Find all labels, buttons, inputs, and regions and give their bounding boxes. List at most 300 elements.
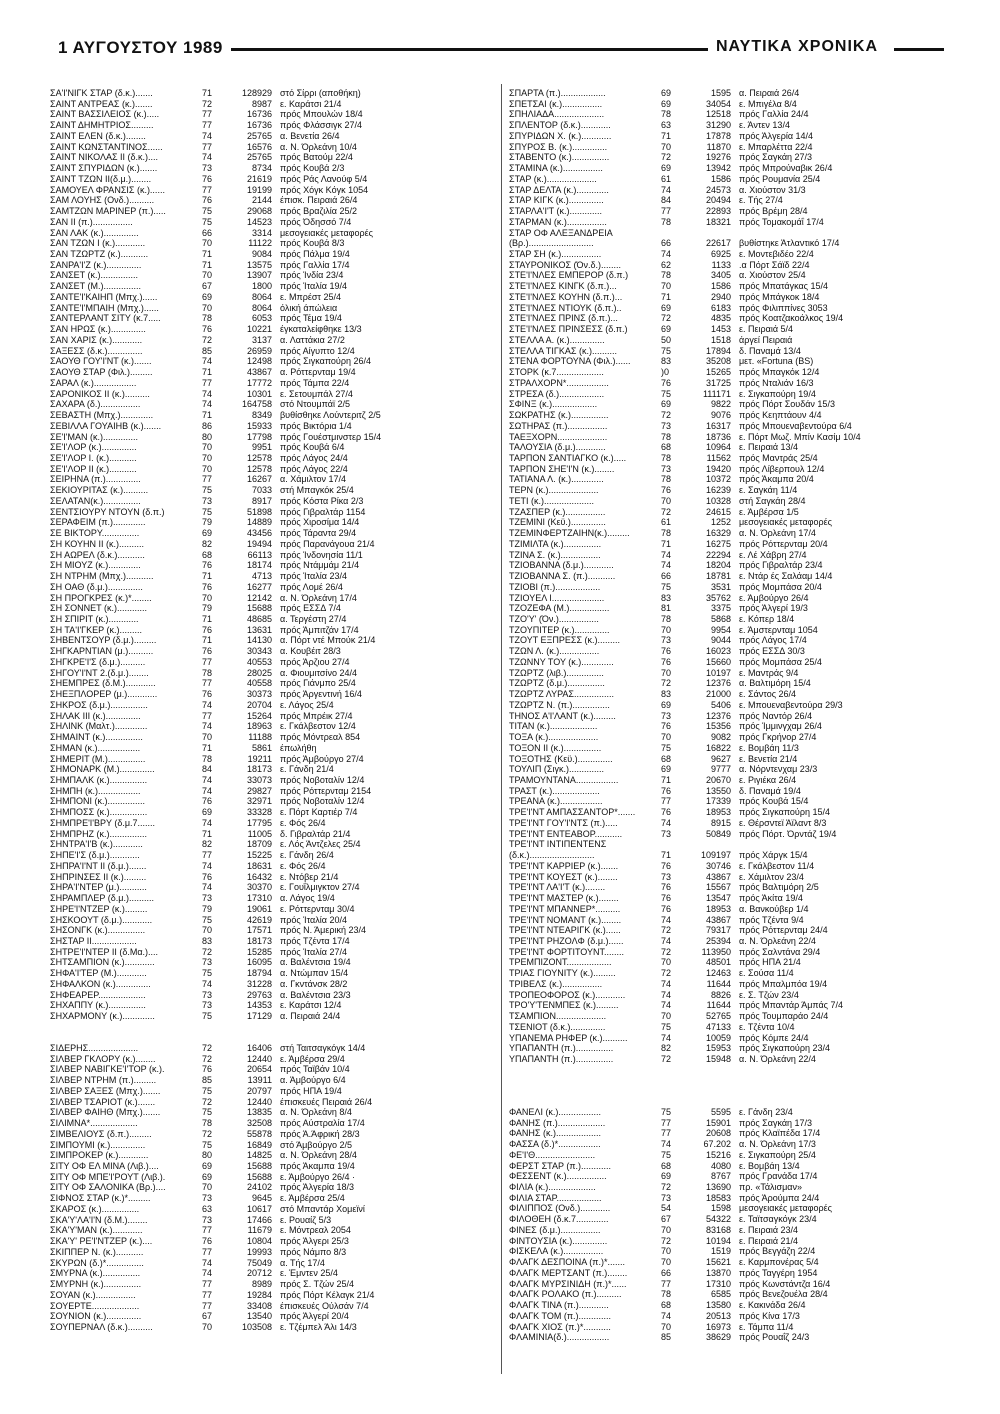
tonnage: 17798 xyxy=(246,431,272,442)
build-year: 69 xyxy=(202,1160,213,1171)
ship-name: ΦΑΝΗΣ (π.)................... xyxy=(509,1117,606,1128)
ship-status: α. Βαλέντσια 23/3 xyxy=(280,989,351,1000)
build-year: 62 xyxy=(661,259,672,270)
ship-entry xyxy=(509,829,953,840)
build-year: 75 xyxy=(661,388,672,399)
tonnage: 10194 xyxy=(705,1235,731,1246)
tonnage: 10221 xyxy=(246,324,272,335)
build-year: 75 xyxy=(202,1139,213,1150)
ship-name: ΣΑΙΝΤ ΔΗΜΗΤΡΙΟΣ......... xyxy=(50,120,154,131)
ship-entry xyxy=(509,861,953,872)
tonnage: 11188 xyxy=(248,732,272,743)
ship-entry xyxy=(50,421,494,432)
ship-status: ε. Λάγος 25/4 xyxy=(280,699,334,710)
build-year: 76 xyxy=(661,893,672,904)
ship-entry xyxy=(50,947,494,958)
build-year: 76 xyxy=(202,195,213,206)
tonnage: 9777 xyxy=(710,764,731,775)
ship-status: στό Σίρρι (αποθήκη) xyxy=(280,88,361,98)
ship-name: ΣΜΥΡΝΑ (κ.)............... xyxy=(50,1268,141,1279)
ship-status: α. Ν. Όρλεάνη 8/4 xyxy=(280,1107,352,1118)
ship-entry xyxy=(50,861,494,872)
ship-status: πρός Ρουμανία 25/4 xyxy=(739,173,821,184)
tonnage: 13580 xyxy=(705,1300,731,1311)
ship-status: α. Ν. Όρλεάνη 17/3 xyxy=(739,1139,816,1150)
ship-entry xyxy=(509,1022,953,1033)
ship-name: ΤΖΙΟΥΕΛ Ι..................... xyxy=(509,592,605,603)
ship-entry xyxy=(509,957,953,968)
tonnage: 103508 xyxy=(241,1321,272,1332)
build-year: 76 xyxy=(202,689,213,700)
ship-name: ΣΠΥΡΙΔΩΝ Χ. (κ.)............ xyxy=(509,130,612,141)
ship-status: ε. Άμβούργο 26/4 · xyxy=(280,1171,355,1182)
build-year: 81 xyxy=(661,603,672,614)
tonnage: 4835 xyxy=(710,313,731,324)
ship-name: ΦΙΛΟΘΕΗ (δ.κ.7............. xyxy=(509,1214,609,1225)
ship-status: πρός Τέμα 19/4 xyxy=(280,313,342,324)
build-year: 69 xyxy=(202,807,213,818)
ship-name: ΣΗΦΑ'Ι'ΤΕΡ (Μ.)............ xyxy=(50,968,147,979)
build-year: 76 xyxy=(661,785,672,796)
ship-name: ΣΠΗΛΙΑΔΑ.................... xyxy=(509,109,605,120)
ship-entry xyxy=(50,646,494,657)
ship-name: ΣΕΡΑΦΕΙΜ (π.)............. xyxy=(50,517,146,528)
ship-name: ΣΗΠΡΙΝΣΕΣ ΙΙ (κ.)......... xyxy=(50,871,147,882)
ship-name: ΣΠΛΕΝΤΟΡ (δ.κ.)............ xyxy=(509,120,611,131)
ship-name: ΣΑΝΤΕΡΛΑΝΤ ΣΙΤΥ (κ.7..... xyxy=(50,313,161,324)
ship-entry xyxy=(50,1086,494,1097)
right-column xyxy=(509,88,953,1343)
ship-status: ε. Φός 26/4 xyxy=(280,860,326,871)
ship-entry xyxy=(509,399,953,410)
ship-status: πρός Τάμπα 22/4 xyxy=(280,377,350,388)
ship-name: ΤΖΟΥΠΙΤΕΡ (κ.).............. xyxy=(509,624,610,635)
tonnage: 13547 xyxy=(705,893,731,904)
ship-name: ΣΙΜΠΟΥΜΙ (κ.).............. xyxy=(50,1139,146,1150)
build-year: 77 xyxy=(202,1225,213,1236)
build-year: 79 xyxy=(202,903,213,914)
ship-entry xyxy=(50,410,494,421)
ship-entry xyxy=(509,292,953,303)
build-year: 74 xyxy=(202,699,213,710)
ship-status: πρός Τζέντα 9/4 xyxy=(739,914,804,925)
ship-entry xyxy=(50,507,494,518)
ship-entry xyxy=(50,174,494,185)
ship-status: στό Μπαντάρ Χομεϊνί xyxy=(280,1203,365,1214)
ship-entry xyxy=(509,571,953,582)
tonnage: 16576 xyxy=(246,141,272,152)
ship-status: στή Μπαγκόκ 25/4 xyxy=(280,485,354,496)
ship-name: ΣΤΑΥΡΟΝΙΚΟΣ (Όν.δ.)........ xyxy=(509,259,622,270)
ship-entry xyxy=(509,507,953,518)
ship-name: ΣΟΥΝΙΟΝ (κ.).............. xyxy=(50,1311,142,1322)
ship-status: ε. Ριγιέκα 26/4 xyxy=(739,775,797,785)
build-year: 77 xyxy=(202,1279,213,1290)
left-block-2 xyxy=(50,1043,494,1333)
ship-status: δ. Παναμά 13/4 xyxy=(739,345,801,356)
ship-name: ΣΤΕΝΑ ΦΟΡΤΟΥΝΑ (Φιλ.)...... xyxy=(509,356,631,367)
tonnage: 43867 xyxy=(246,367,272,378)
ship-status: πρός Ρόττερνταμ 24/4 xyxy=(739,925,828,936)
build-year: 75 xyxy=(661,1149,672,1160)
ship-entry xyxy=(50,539,494,550)
ship-name: ΤΟΞΑ (κ.).................... xyxy=(509,732,599,743)
column-divider xyxy=(501,84,502,1374)
tonnage: 83168 xyxy=(705,1224,731,1235)
build-year: 69 xyxy=(661,163,672,174)
ship-name: ΣΙΔΕΡΗΣ.................... xyxy=(50,1042,139,1053)
ship-name: ΣΗΠΡΑ'Ι'ΝΤ ΙΙ (δ.μ.)....... xyxy=(50,860,147,871)
ship-entry xyxy=(50,389,494,400)
ship-name: ΣΕ'Ι'ΛΟΡ Ι. (κ.)........... xyxy=(50,452,137,463)
ship-entry xyxy=(509,174,953,185)
tonnage: 12376 xyxy=(705,710,731,721)
tonnage: 43867 xyxy=(705,871,731,882)
tonnage: 15660 xyxy=(705,656,731,667)
ship-name: ΣΑΝ ΤΖΩΝ Ι (κ.)............ xyxy=(50,238,146,249)
ship-name: ΤΕΤΙ (κ.).................... xyxy=(509,495,595,506)
build-year: 61 xyxy=(661,173,672,184)
tonnage: 16736 xyxy=(246,109,272,120)
tonnage: 18173 xyxy=(246,936,272,947)
ship-name: ΤΖΟ'Υ' (Όν.)................ xyxy=(509,613,599,624)
ship-entry xyxy=(509,99,953,110)
ship-entry xyxy=(50,324,494,335)
ship-entry xyxy=(50,1279,494,1290)
ship-entry xyxy=(509,88,953,99)
ship-status: πρός Άρζιου 27/4 xyxy=(280,656,350,667)
ship-status: πρός Γρανάδα 17/4 xyxy=(739,1171,818,1182)
ship-name: ΣΙΛΒΕΡ ΝΑΒΙΓΚΕ'Ι'ΤΟΡ (κ.). xyxy=(50,1064,165,1075)
ship-status: πρός Τάραντα 29/4 xyxy=(280,528,357,539)
build-year: 75 xyxy=(661,345,672,356)
tonnage: 3531 xyxy=(710,581,731,592)
tonnage: 13942 xyxy=(705,163,731,174)
build-year: 74 xyxy=(202,775,213,785)
tonnage: 5861 xyxy=(251,742,272,753)
ship-entry xyxy=(50,152,494,163)
tonnage: 22617 xyxy=(705,238,731,249)
ship-status: πρός Ίταλία 23/4 xyxy=(280,571,347,582)
ship-name: ΦΛΑΓΚ ΜΕΡΤΣΑΝΤ (π.)........ xyxy=(509,1267,628,1278)
ship-status: ε. Γκάλβεστον 11/4 xyxy=(739,860,815,871)
ship-status xyxy=(739,839,953,850)
ship-entry xyxy=(509,346,953,357)
ship-status: πρός Φιλιππίνες 3053 xyxy=(739,302,828,313)
build-year: 82 xyxy=(202,839,213,850)
ship-name: ΣΗΜΠΟΣΣ (κ.)............... xyxy=(50,807,148,818)
build-year: 72 xyxy=(661,152,672,163)
build-year: 71 xyxy=(202,367,213,378)
ship-entry xyxy=(50,442,494,453)
ship-status: όλική άπώλεια xyxy=(280,302,338,313)
ship-entry xyxy=(509,453,953,464)
build-year: 74 xyxy=(202,817,213,828)
ship-entry xyxy=(50,217,494,228)
ship-entry xyxy=(509,1043,953,1054)
ship-entry xyxy=(509,410,953,421)
ship-status: α. Χιούστον 25/4 xyxy=(739,270,806,281)
build-year: 80 xyxy=(202,1150,213,1161)
tonnage: 12578 xyxy=(246,452,272,463)
ship-name: ΣΩΤΗΡΑΣ (π.)................ xyxy=(509,420,608,431)
ship-status: ε. Ντόβερ 21/4 xyxy=(280,871,339,882)
ship-status: πρός Ταγγέρη 1954 xyxy=(739,1267,818,1278)
build-year: 70 xyxy=(661,495,672,506)
ship-entry xyxy=(50,109,494,120)
ship-name: ΣΑΙΝΤ ΝΙΚΟΛΑΣ ΙΙ (δ.κ.).... xyxy=(50,152,159,163)
build-year: 72 xyxy=(661,678,672,689)
ship-name: ΣΗ ΜΙΟΥΖ (κ.)............. xyxy=(50,560,141,571)
ship-status: πρός Μπατάγκας 15/4 xyxy=(739,281,829,292)
ship-name: ΣΑΝΤΕ'Ι'ΚΑΙΗΠ (Μπχ.)...... xyxy=(50,291,158,302)
ship-status: α. Χιούστον 31/3 xyxy=(739,184,806,195)
ship-name: ΣΗΛΑΚ ΙΙΙ (κ.).............. xyxy=(50,710,141,721)
ship-status: ε. Μόντρεαλ 2054 xyxy=(280,1225,351,1236)
ship-entry xyxy=(509,442,953,453)
tonnage: 15356 xyxy=(705,721,731,732)
tonnage: 33073 xyxy=(246,775,272,785)
tonnage: 16317 xyxy=(705,420,731,431)
tonnage: 29763 xyxy=(246,989,272,1000)
build-year: 74 xyxy=(202,1268,213,1279)
ship-name: ΣΤΕΛΛΑ Α. (κ.).............. xyxy=(509,334,605,345)
ship-entry xyxy=(50,754,494,765)
ship-status: στή Ταιτσαγκόγκ 14/4 xyxy=(280,1042,366,1053)
build-year: 72 xyxy=(661,1054,672,1065)
tonnage: 17878 xyxy=(705,130,731,141)
build-year: 75 xyxy=(661,581,672,592)
tonnage: 1518 xyxy=(710,334,731,345)
ship-name: ΣΑΞΕΣΣ (δ.κ.).............. xyxy=(50,345,143,356)
ship-status: α. Φιουμιτσίνο 24/4 xyxy=(280,667,358,678)
tonnage: 1598 xyxy=(710,1203,731,1214)
tonnage: 16275 xyxy=(705,538,731,549)
ship-name: ΣΤΕ'Ι'ΝΛΕΣ ΝΤΙΟΥΚ (δ.π.).. xyxy=(509,302,622,313)
build-year: 54 xyxy=(661,1203,672,1214)
ship-name: ΦΙΛΙΑ ΣΤΑΡ.................. xyxy=(509,1192,602,1203)
tonnage: 11644 xyxy=(706,1000,731,1011)
tonnage: 6053 xyxy=(251,313,272,324)
ship-name: ΣΑΝ ΧΑΡΙΣ (κ.)............ xyxy=(50,334,143,345)
tonnage: 16822 xyxy=(705,742,731,753)
tonnage: 111171 xyxy=(702,388,731,399)
ship-status: πρός Γκρήνορ 27/4 xyxy=(739,732,817,743)
build-year: 73 xyxy=(661,1192,672,1203)
ship-status: α. Νόρντενχαμ 23/3 xyxy=(739,764,818,775)
build-year: 78 xyxy=(661,528,672,539)
tonnage: 17894 xyxy=(705,345,731,356)
ship-name: ΣΚΙΠΠΕΡ Ν. (κ.)........... xyxy=(50,1246,144,1257)
build-year: 74 xyxy=(202,388,213,399)
ship-entry xyxy=(509,152,953,163)
ship-entry xyxy=(50,872,494,883)
ship-status: πρός Πάλμα 19/4 xyxy=(280,249,350,260)
ship-name: ΣΤΕ'Ι'ΝΛΕΣ ΠΡΙΝΣΕΣΣ (δ.π.) xyxy=(509,324,628,335)
ship-entry xyxy=(50,850,494,861)
tonnage: 20797 xyxy=(246,1085,272,1096)
ship-entry xyxy=(509,732,953,743)
build-year: 86 xyxy=(202,420,213,431)
ship-name: ΦΛΑΜΙΝΙΑ(δ.)................. xyxy=(509,1332,610,1343)
ship-status: ε. Λέ Χάβρη 27/4 xyxy=(739,549,807,560)
build-year: 70 xyxy=(202,1182,213,1193)
tonnage: 30343 xyxy=(246,646,272,657)
ship-entry xyxy=(509,582,953,593)
ship-entry xyxy=(50,464,494,475)
header-rule-right xyxy=(894,48,944,51)
ship-name: ΣΤΑΡΛΑ'Ι'Τ (κ.)............. xyxy=(509,206,603,217)
ship-name: ΣΑΙΝΤ ΑΝΤΡΕΑΣ (κ.)....... xyxy=(50,98,153,109)
ship-name: ΣΑΡΑΛ (κ.)................. xyxy=(50,377,137,388)
tonnage: 12463 xyxy=(705,968,731,979)
tonnage: 1595 xyxy=(710,88,731,98)
ship-status: .α Πόρτ Σάϊδ 22/4 xyxy=(739,259,810,270)
ship-status: α. Άμβούργο 6/4 xyxy=(280,1075,346,1086)
ship-entry xyxy=(509,238,953,249)
ship-name: ΤΡΙΒΕΛΣ (κ.)................ xyxy=(509,978,603,989)
ship-status: α. Τής 17/4 xyxy=(280,1257,325,1268)
build-year: 72 xyxy=(202,1096,213,1107)
ship-entry xyxy=(50,990,494,1001)
ship-entry xyxy=(50,356,494,367)
ship-status: πρός Όδησσό 7/4 xyxy=(280,216,352,227)
publication-title: ΝΑΥΤΙΚΑ ΧΡΟΝΙΚΑ xyxy=(708,38,886,56)
ship-name: ΣΗΣΤΑΡ ΙΙ.................. xyxy=(50,936,137,947)
tonnage: 52765 xyxy=(705,1011,731,1022)
ship-entry xyxy=(509,249,953,260)
build-year: 73 xyxy=(202,163,213,174)
ship-status: πρός Γουέστμινστερ 15/4 xyxy=(280,431,382,442)
ship-status: πρός Άμπιτζάν 17/4 xyxy=(280,624,359,635)
build-year: 73 xyxy=(661,635,672,646)
ship-entry xyxy=(50,1215,494,1226)
ship-entry xyxy=(50,1064,494,1075)
tonnage: 19993 xyxy=(246,1246,272,1257)
ship-entry xyxy=(509,120,953,131)
ship-name: ΣΕΛΑΤΑΝ(κ.)............... xyxy=(50,495,141,506)
ship-entry xyxy=(50,625,494,636)
ship-status: πρός Σιγκαπούρη 26/4 xyxy=(280,356,371,367)
build-year: 76 xyxy=(661,646,672,657)
ship-entry xyxy=(509,775,953,786)
ship-name: ΤΡΕ'Ι'ΝΤ ΑΜΠΑΣΣΑΝΤΟΡ*....... xyxy=(509,807,636,818)
build-year: 71 xyxy=(202,571,213,582)
ship-entry xyxy=(50,1140,494,1151)
tonnage: 15225 xyxy=(246,850,272,861)
build-year: 83 xyxy=(661,592,672,603)
tonnage: 19199 xyxy=(246,184,272,195)
ship-entry xyxy=(509,1203,953,1214)
ship-entry xyxy=(50,571,494,582)
build-year: 74 xyxy=(661,936,672,947)
build-year: 77 xyxy=(202,141,213,152)
build-year: 74 xyxy=(661,1032,672,1043)
build-year: 77 xyxy=(202,678,213,689)
ship-entry xyxy=(50,1258,494,1269)
ship-entry xyxy=(509,109,953,120)
ship-status: πρός Ναντόρ 26/4 xyxy=(739,710,813,721)
tonnage: 19494 xyxy=(246,538,272,549)
build-year: 74 xyxy=(661,560,672,571)
ship-name: ΤΣΑΜΠΙΟΝ.................... xyxy=(509,1011,607,1022)
build-year: 75 xyxy=(202,914,213,925)
ship-status: α. Ντώμπαν 15/4 xyxy=(280,968,349,979)
ship-status: ε. Μοντεβιδέο 22/4 xyxy=(739,249,814,260)
ship-status: πρός Λίβερπουλ 12/4 xyxy=(739,463,825,474)
ship-status: πρός Νοβοταλίν 12/4 xyxy=(280,775,365,785)
ship-status: ε. Πόρτ Μωζ. Μπίν Κασίμ 10/4 xyxy=(739,431,861,442)
build-year: 74 xyxy=(202,1257,213,1268)
ship-status: ε. Τζέμπελ Άλι 14/3 xyxy=(280,1321,357,1332)
ship-status xyxy=(739,228,953,239)
ship-status: ε. Άμστερνταμ 1054 xyxy=(739,624,818,635)
ship-name: ΤΖΑΣΠΕΡ (κ.)................ xyxy=(509,506,606,517)
build-year: 77 xyxy=(661,1117,672,1128)
ship-name: ΤΟΞΟΝ ΙΙ (κ.)............... xyxy=(509,742,602,753)
ship-status: πρός Τζέντα 17/4 xyxy=(280,936,350,947)
ship-status: α. Βαλέντσια 19/4 xyxy=(280,957,351,968)
tonnage: 17772 xyxy=(246,377,272,388)
tonnage: 55878 xyxy=(246,1128,272,1139)
tonnage: 38629 xyxy=(705,1332,731,1343)
build-year: 83 xyxy=(661,689,672,700)
ship-status: πρός Ίταλία 20/4 xyxy=(280,914,347,925)
tonnage: 13690 xyxy=(705,1181,731,1192)
ship-name: ΣΗΤΡΕ'Ι'ΝΤΕΡ ΙΙ (δ.Μα.).... xyxy=(50,946,159,957)
ship-entry xyxy=(50,1322,494,1333)
ship-entry xyxy=(509,1171,953,1182)
ship-entry xyxy=(50,131,494,142)
ship-name: ΣΤΑΡ (κ.).................... xyxy=(509,173,597,184)
ship-entry xyxy=(509,593,953,604)
tonnage: 17310 xyxy=(246,893,272,904)
build-year: 85 xyxy=(661,1332,672,1343)
ship-status: ε. Άμβέρσα 1/5 xyxy=(739,506,799,517)
ship-status: ε. Γάνδη 21/4 xyxy=(280,764,334,775)
tonnage: 18953 xyxy=(705,903,731,914)
tonnage: 9822 xyxy=(710,399,731,410)
ship-name: ΣΤΑΡ ΚΙΓΚ (κ.).............. xyxy=(509,195,604,206)
ship-entry xyxy=(509,1118,953,1129)
build-year: 75 xyxy=(661,742,672,753)
ship-status: πρός Αίγυπτο 12/4 xyxy=(280,345,355,356)
tonnage: 16095 xyxy=(246,957,272,968)
ship-entry xyxy=(50,1000,494,1011)
ship-entry xyxy=(50,1118,494,1129)
ship-status: πρός Άλγερία 18/3 xyxy=(280,1182,355,1193)
ship-name: ΣΗΛΙΝΚ (Μαλτ.)............. xyxy=(50,721,148,732)
tonnage: 10804 xyxy=(246,1236,272,1247)
ship-status: ε. Σαγκάη 11/4 xyxy=(739,485,798,496)
ship-name: ΣΕΙΡΗΝΑ (π.).............. xyxy=(50,474,141,485)
ship-entry xyxy=(509,625,953,636)
ship-name: ΣΤΕΛΛΑ ΤΙΓΚΑΣ (κ.).......... xyxy=(509,345,617,356)
ship-entry xyxy=(509,270,953,281)
tonnage: 43867 xyxy=(705,914,731,925)
ship-entry xyxy=(50,936,494,947)
build-year: 71 xyxy=(661,850,672,861)
tonnage: 2940 xyxy=(710,291,731,302)
ship-name: ΣΗΜΑΝ (κ.)................. xyxy=(50,742,141,753)
ship-status: ε. Τής 27/4 xyxy=(739,195,783,206)
build-year: 70 xyxy=(661,1246,672,1257)
build-year: 74 xyxy=(202,860,213,871)
ship-entry xyxy=(509,464,953,475)
build-year: 73 xyxy=(202,495,213,506)
tonnage: 54322 xyxy=(705,1214,731,1225)
tonnage: 33328 xyxy=(246,807,272,818)
